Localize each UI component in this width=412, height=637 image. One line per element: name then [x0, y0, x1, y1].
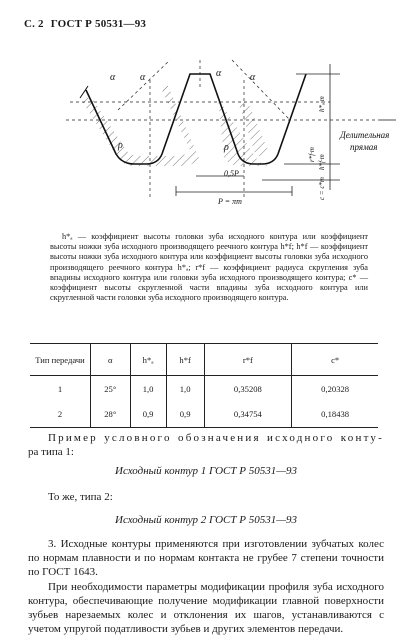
svg-text:α: α: [250, 72, 256, 83]
cell-alpha: 28°: [91, 402, 131, 428]
col-header-alpha: α: [91, 344, 131, 376]
cell-ha: 0,9: [130, 402, 166, 428]
rack-parameters-table: [30, 343, 378, 428]
designation-type-1: Исходный контур 1 ГОСТ Р 50531—93: [115, 465, 297, 477]
cell-hf: 1,0: [166, 376, 204, 402]
cell-c: 0,20328: [292, 376, 378, 402]
svg-text:h*ₐ·m: h*ₐ·m: [318, 96, 326, 112]
svg-text:прямая: прямая: [350, 142, 378, 152]
cell-type: 1: [57, 383, 63, 394]
svg-text:c = c*m: c = c*m: [318, 177, 326, 200]
same-type-2-label: То же, типа 2:: [48, 491, 113, 503]
table-row: [30, 376, 378, 402]
svg-text:r*f·m: r*f·m: [308, 147, 316, 162]
svg-text:α: α: [140, 72, 146, 83]
table-header-row: [30, 344, 378, 376]
symbol-notes: h*ₐ — коэффициент высоты головки зуба исходного контура или коэффициент высоты ножки зуба исходного производящего реечного контура h*f; h*f — коэффициент высоты ножки зуба исходного контура или коэффициент высоты головки зуба исходного производящего реечного контура h*ₐ; r*f — коэффициент радиуса скругления зуба впадины исходного контура или головки зуба исходного производящего контура; c* — коэффициент высоты скругленной части впадины зуба исходного контура или скругленной части головки зуба исходного производящего контура.: [50, 232, 368, 303]
cell-alpha: 25°: [91, 376, 131, 402]
cell-ha: 1,0: [130, 376, 166, 402]
designation-type-2: Исходный контур 2 ГОСТ Р 50531—93: [115, 514, 297, 526]
paragraph-3: 3. Исходные контуры применяются при изготовлении зубчатых колес по нормам плавности и по нормам контакта не грубее 7 степени точности по ГОСТ 1643.: [28, 538, 384, 578]
cell-rf: 0,34754: [204, 402, 292, 428]
svg-text:ρ: ρ: [224, 142, 229, 153]
col-header-hf: h*f: [166, 344, 204, 376]
paragraph-4: При необходимости параметры модификации профиля зуба исходного контура, обеспечивающие получение модификации главной поверхности зубьев нарезаемых колес и отклонения их шагов, устанавливаются с учетом упругой податливости зубьев и других элементов передачи.: [28, 581, 384, 635]
cell-rf: 0,35208: [204, 376, 292, 402]
cell-c: 0,18438: [292, 402, 378, 428]
example-intro-rest: ра типа 1:: [28, 446, 74, 458]
standard-code: ГОСТ Р 50531—93: [50, 18, 147, 30]
table-row: [30, 402, 378, 428]
svg-text:h*f·m: h*f·m: [318, 154, 326, 170]
svg-text:ρ: ρ: [118, 140, 123, 151]
page-number: С. 2: [24, 18, 44, 30]
svg-text:Делительная: Делительная: [340, 130, 390, 140]
col-header-rf: r*f: [204, 344, 292, 376]
svg-text:0,5P: 0,5P: [224, 169, 239, 178]
example-intro-spaced: Пример условного обозначения исходного конту-: [48, 432, 384, 444]
col-header-type: Тип передачи: [30, 344, 91, 376]
svg-text:P = πm: P = πm: [218, 197, 242, 206]
basic-rack-profile-figure: [0, 50, 412, 225]
col-header-ha: h*ₐ: [130, 344, 166, 376]
page-header: [24, 18, 150, 30]
svg-text:α: α: [216, 68, 222, 79]
example-intro: [28, 431, 384, 459]
col-header-c: c*: [292, 344, 378, 376]
svg-text:α: α: [110, 72, 116, 83]
cell-hf: 0,9: [166, 402, 204, 428]
cell-type: 2: [30, 402, 91, 428]
